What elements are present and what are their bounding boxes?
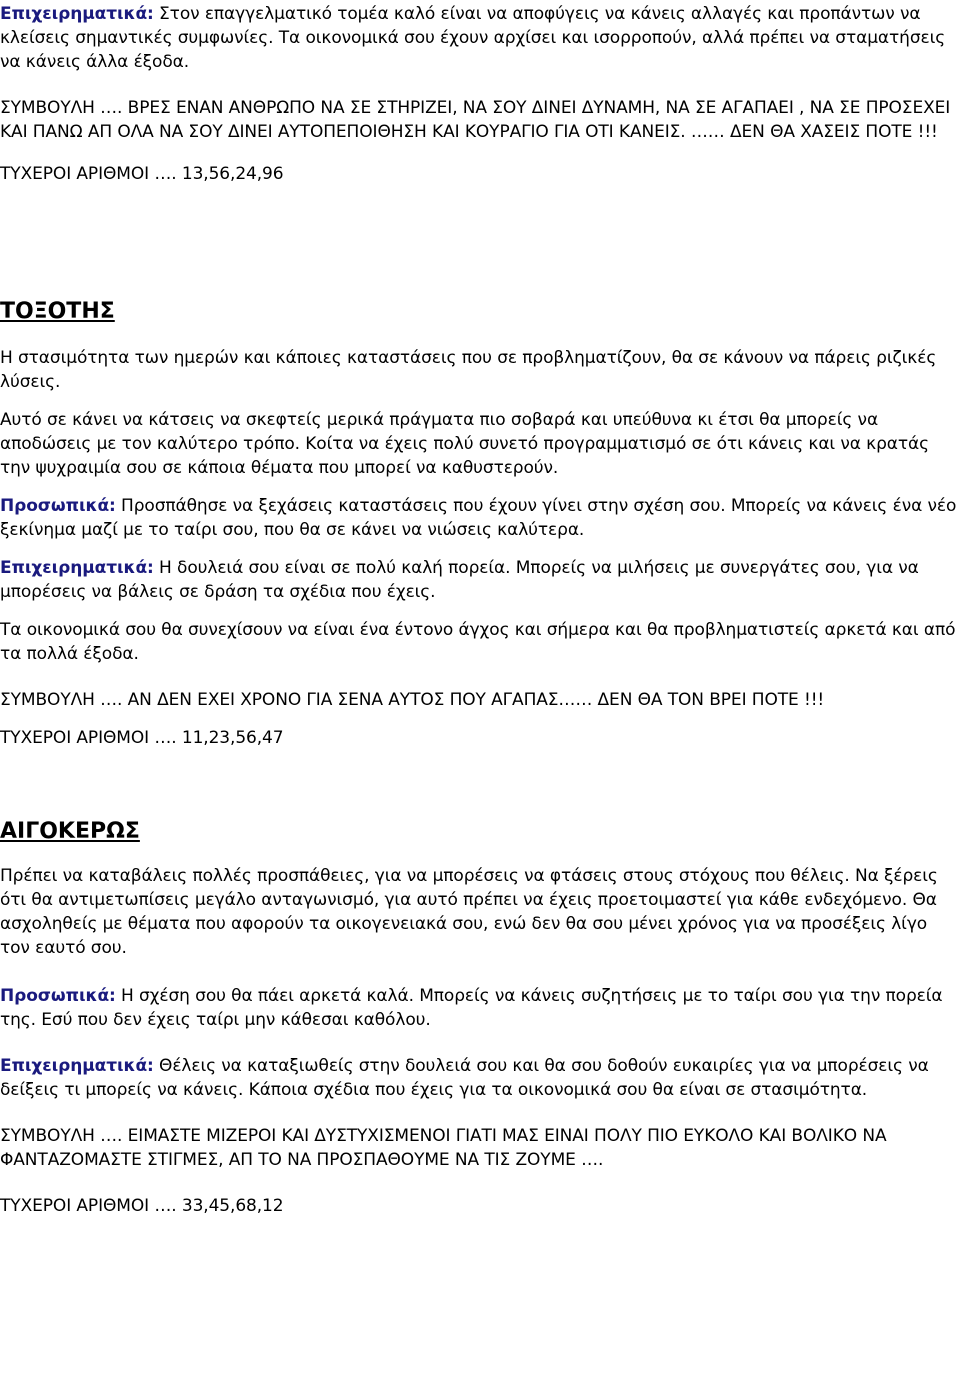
sagittarius-title: ΤΟΞΟΤΗΣ xyxy=(0,299,115,324)
personal-label: Προσωπικά: xyxy=(0,986,116,1006)
capricorn-advice: ΣΥΜΒΟΥΛΗ …. ΕΙΜΑΣΤΕ ΜΙΖΕΡΟΙ ΚΑΙ ΔΥΣΤΥΧΙΣΜΕΝΟΙ ΓΙΑΤΙ ΜΑΣ ΕΙΝΑΙ ΠΟΛΥ ΠΙΟ ΕΥΚΟΛΟ ΚΑΙ ΒΟΛΙΚΟ ΝΑ ΦΑΝΤΑΖΟΜΑΣΤΕ ΣΤΙΓΜΕΣ, ΑΠ ΤΟ ΝΑ ΠΡΟΣΠΑΘΟΥΜΕ ΝΑ ΤΙΣ ΖΟΥΜΕ …. xyxy=(0,1126,887,1170)
business-text: Η δουλειά σου είναι σε πολύ καλή πορεία. Μπορείς να μιλήσεις με συνεργάτες σου, για να μπορέσεις να βάλεις σε δράση τα σχέδια που έχεις. xyxy=(0,558,919,602)
intro-advice: ΣΥΜΒΟΥΛΗ …. ΒΡΕΣ ΕΝΑΝ ΑΝΘΡΩΠΟ ΝΑ ΣΕ ΣΤΗΡΙΖΕΙ, ΝΑ ΣΟΥ ΔΙΝΕΙ ΔΥΝΑΜΗ, ΝΑ ΣΕ ΑΓΑΠΑΕΙ , ΝΑ ΣΕ ΠΡΟΣΕΧΕΙ ΚΑΙ ΠΑΝΩ ΑΠ ΟΛΑ ΝΑ ΣΟΥ ΔΙΝΕΙ ΑΥΤΟΠΕΠΟΙΘΗΣΗ ΚΑΙ ΚΟΥΡΑΓΙΟ ΓΙΑ ΟΤΙ ΚΑΝΕΙΣ. …… ΔΕΝ ΘΑ ΧΑΣΕΙΣ ΠΟΤΕ !!! xyxy=(0,98,951,142)
capricorn-lucky-numbers: ΤΥΧΕΡΟΙ ΑΡΙΘΜΟΙ …. 33,45,68,12 xyxy=(0,1196,284,1216)
capricorn-business-paragraph xyxy=(0,1054,960,1102)
business-label: Επιχειρηματικά: xyxy=(0,1056,154,1076)
capricorn-personal-paragraph xyxy=(0,984,960,1032)
business-label: Επιχειρηματικά: xyxy=(0,558,154,578)
business-text: Στον επαγγελματικό τομέα καλό είναι να αποφύγεις να κάνεις αλλαγές και προπάντων να κλείσεις σημαντικές συμφωνίες. Τα οικονομικά σου έχουν αρχίσει και ισορροπούν, αλλά πρέπει να σταματήσεις να κάνεις άλλα έξοδα. xyxy=(0,4,946,72)
business-label: Επιχειρηματικά: xyxy=(0,4,154,24)
personal-text: Η σχέση σου θα πάει αρκετά καλά. Μπορείς να κάνεις συζητήσεις με το ταίρι σου για την πορεία της. Εσύ που δεν έχεις ταίρι μην κάθεσαι καθόλου. xyxy=(0,986,943,1030)
personal-label: Προσωπικά: xyxy=(0,496,116,516)
sagittarius-paragraph-2: Αυτό σε κάνει να κάτσεις να σκεφτείς μερικά πράγματα πιο σοβαρά και υπεύθυνα κι έτσι θα μπορείς να αποδώσεις με τον καλύτερο τρόπο. Κοίτα να έχεις πολύ συνετό προγραμματισμό σε ότι κάνεις και να κρατάς την ψυχραιμία σου σε κάποια θέματα που μπορεί να καθυστερούν. xyxy=(0,410,930,478)
intro-business-paragraph xyxy=(0,2,960,74)
business-text: Θέλεις να καταξιωθείς στην δουλειά σου και θα σου δοθούν ευκαιρίες για να μπορέσεις να δείξεις τι μπορείς να κάνεις. Κάποια σχέδια που έχεις για τα οικονομικά σου θα είναι σε στασιμότητα. xyxy=(0,1056,929,1100)
capricorn-title: ΑΙΓΟΚΕΡΩΣ xyxy=(0,819,140,844)
intro-lucky-numbers: ΤΥΧΕΡΟΙ ΑΡΙΘΜΟΙ …. 13,56,24,96 xyxy=(0,164,284,184)
sagittarius-paragraph-1: Η στασιμότητα των ημερών και κάποιες καταστάσεις που σε προβληματίζουν, θα σε κάνουν να πάρεις ριζικές λύσεις. xyxy=(0,348,937,392)
sagittarius-personal-paragraph xyxy=(0,494,960,542)
sagittarius-lucky-numbers: ΤΥΧΕΡΟΙ ΑΡΙΘΜΟΙ …. 11,23,56,47 xyxy=(0,728,284,748)
sagittarius-advice: ΣΥΜΒΟΥΛΗ …. ΑΝ ΔΕΝ ΕΧΕΙ ΧΡΟΝΟ ΓΙΑ ΣΕΝΑ ΑΥΤΟΣ ΠΟΥ ΑΓΑΠΑΣ…… ΔΕΝ ΘΑ ΤΟΝ ΒΡΕΙ ΠΟΤΕ !!! xyxy=(0,690,825,710)
sagittarius-business-paragraph xyxy=(0,556,960,604)
sagittarius-finance-paragraph: Τα οικονομικά σου θα συνεχίσουν να είναι ένα έντονο άγχος και σήμερα και θα προβληματιστείς αρκετά και από τα πολλά έξοδα. xyxy=(0,620,956,664)
capricorn-paragraph-1: Πρέπει να καταβάλεις πολλές προσπάθειες, για να μπορέσεις να φτάσεις στους στόχους που θέλεις. Να ξέρεις ότι θα αντιμετωπίσεις μεγάλο ανταγωνισμό, για αυτό πρέπει να έχεις προετοιμαστεί για κάθε ενδεχόμενο. Θα ασχοληθείς με θέματα που αφορούν τα οικογενειακά σου, ενώ δεν θα σου μένει χρόνος για να προσέξεις λίγο τον εαυτό σου. xyxy=(0,866,938,958)
personal-text: Προσπάθησε να ξεχάσεις καταστάσεις που έχουν γίνει στην σχέση σου. Μπορείς να κάνεις ένα νέο ξεκίνημα μαζί με το ταίρι σου, που θα σε κάνει να νιώσεις καλύτερα. xyxy=(0,496,957,540)
